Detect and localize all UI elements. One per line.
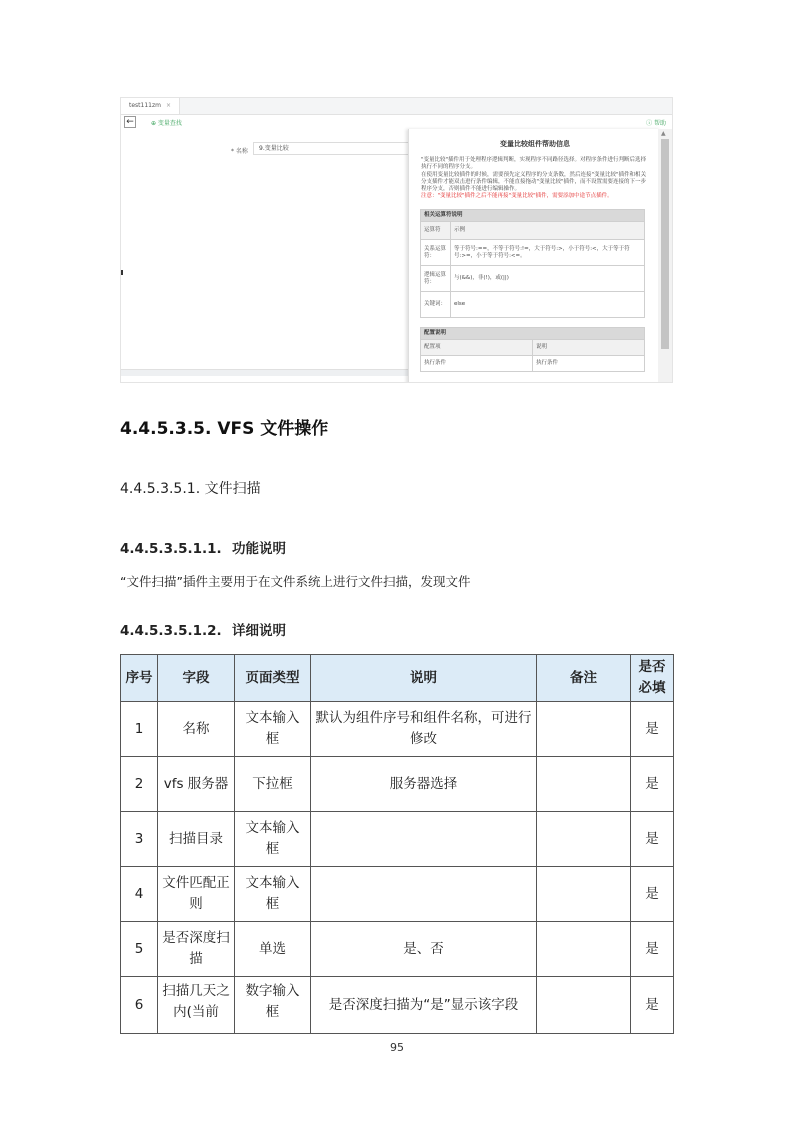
table-row xyxy=(121,922,674,977)
ops-key: 逻辑运算符： xyxy=(421,266,451,292)
page-number: 95 xyxy=(390,1041,404,1054)
help-panel xyxy=(408,129,661,383)
config-header-key: 配置项 xyxy=(421,340,533,356)
table-row xyxy=(121,977,674,1034)
cell-note xyxy=(537,867,631,922)
desc-line-1: "变量比较"插件用于处理程序逻辑判断，实现程序不同路径选择。对程序条件进行判断后选择执行不同的程序分支。 xyxy=(421,157,647,171)
desc-line-2: 在使用变量比较插件的时候，需要预先定义程序的分支条数，然后连接"变量比较"插件和相关分支插件才能双击进行条件编辑，不能直接拖动"变量比较"插件，而不设置需要连接的下一步程序分支，否则插件不能进行编辑操作。 xyxy=(421,171,647,193)
tab-bar xyxy=(121,98,672,115)
header-type: 页面类型 xyxy=(235,655,311,702)
section-heading-detail xyxy=(120,619,286,639)
scroll-up-icon[interactable]: ▲ xyxy=(661,130,666,137)
operators-table xyxy=(420,209,645,318)
config-section-title: 配置说明 xyxy=(421,328,645,340)
name-input[interactable]: 9.变量比较 xyxy=(253,142,413,155)
config-value: 执行条件 xyxy=(533,356,645,372)
cell-required: 是 xyxy=(631,867,674,922)
header-field: 字段 xyxy=(158,655,235,702)
cell-no: 1 xyxy=(121,702,158,757)
ops-value: 与(&&)，非(!)，或(||) xyxy=(451,266,645,292)
name-label: * 名称 xyxy=(231,148,248,155)
cell-type: 文本输入框 xyxy=(235,812,311,867)
embedded-screenshot xyxy=(120,97,673,383)
section-heading-function xyxy=(120,537,286,557)
function-paragraph: “文件扫描”插件主要用于在文件系统上进行文件扫描，发现文件 xyxy=(120,574,471,589)
cell-no: 3 xyxy=(121,812,158,867)
section-heading-file-scan: 4.4.5.3.5.1. 文件扫描 xyxy=(120,481,261,497)
ops-value: 示例 xyxy=(451,222,645,240)
header-no: 序号 xyxy=(121,655,158,702)
field-table xyxy=(120,654,674,1034)
cell-required: 是 xyxy=(631,812,674,867)
config-table xyxy=(420,327,645,372)
cell-desc: 是否深度扫描为“是”显示该字段 xyxy=(311,977,537,1034)
cell-field: 是否深度扫描 xyxy=(158,922,235,977)
ops-key: 关系运算符： xyxy=(421,240,451,266)
ops-key: 运算符 xyxy=(421,222,451,240)
cell-type: 文本输入框 xyxy=(235,702,311,757)
cell-no: 2 xyxy=(121,757,158,812)
tab-label: test111zm xyxy=(129,102,161,109)
header-note: 备注 xyxy=(537,655,631,702)
cell-type: 数字输入框 xyxy=(235,977,311,1034)
scrollbar-thumb[interactable] xyxy=(661,139,669,349)
header-required: 是否必填 xyxy=(631,655,674,702)
cell-desc: 服务器选择 xyxy=(311,757,537,812)
cell-desc: 默认为组件序号和组件名称，可进行修改 xyxy=(311,702,537,757)
back-arrow-icon[interactable]: ← xyxy=(124,116,136,128)
cell-no: 6 xyxy=(121,977,158,1034)
cell-required: 是 xyxy=(631,702,674,757)
form-area xyxy=(121,130,409,376)
ops-value: 等于符号:==，不等于符号:!=，大于符号:>，小于符号:<，大于等于符号:>=，小于等于符号:<=。 xyxy=(451,240,645,266)
cell-note xyxy=(537,812,631,867)
resize-handle[interactable] xyxy=(121,270,123,275)
cell-type: 单选 xyxy=(235,922,311,977)
cell-field: 扫描目录 xyxy=(158,812,235,867)
header-desc: 说明 xyxy=(311,655,537,702)
desc-warning: 注意："变量比较"插件之后不能再接"变量比较"插件，需要添加中途节点插件。 xyxy=(421,193,613,200)
ops-key: 关键词： xyxy=(421,292,451,318)
table-header-row xyxy=(121,655,674,702)
table-row xyxy=(121,702,674,757)
config-header-value: 说明 xyxy=(533,340,645,356)
table-row xyxy=(121,867,674,922)
help-link[interactable]: ⓘ 帮助 xyxy=(646,120,666,127)
help-panel-title: 变量比较组件帮助信息 xyxy=(500,140,570,148)
cell-field: 名称 xyxy=(158,702,235,757)
cell-field: vfs 服务器 xyxy=(158,757,235,812)
cell-desc: 是、否 xyxy=(311,922,537,977)
cell-type: 文本输入框 xyxy=(235,867,311,922)
table-row xyxy=(121,757,674,812)
cell-field: 扫描几天之内(当前 xyxy=(158,977,235,1034)
variable-lookup-button[interactable]: ⊕ 变量查找 xyxy=(151,120,182,127)
heading-number: 4.4.5.3.5.1.2. xyxy=(120,623,222,639)
help-panel-description xyxy=(421,157,647,201)
cell-required: 是 xyxy=(631,922,674,977)
cell-no: 5 xyxy=(121,922,158,977)
heading-title: 功能说明 xyxy=(232,541,286,557)
cell-field: 文件匹配正则 xyxy=(158,867,235,922)
operators-section-title: 相关运算符说明 xyxy=(421,210,645,222)
ops-value: else xyxy=(451,292,645,318)
cell-note xyxy=(537,977,631,1034)
cell-note xyxy=(537,922,631,977)
config-key: 执行条件 xyxy=(421,356,533,372)
tab-close-icon[interactable]: × xyxy=(165,102,171,109)
cell-required: 是 xyxy=(631,757,674,812)
vertical-scrollbar[interactable] xyxy=(658,129,672,383)
heading-number: 4.4.5.3.5.1.1. xyxy=(120,541,222,557)
section-heading-vfs: 4.4.5.3.5. VFS 文件操作 xyxy=(120,419,329,439)
cell-desc xyxy=(311,867,537,922)
cell-note xyxy=(537,757,631,812)
horizontal-scrollbar[interactable] xyxy=(121,369,409,376)
cell-no: 4 xyxy=(121,867,158,922)
cell-type: 下拉框 xyxy=(235,757,311,812)
table-row xyxy=(121,812,674,867)
cell-note xyxy=(537,702,631,757)
heading-title: 详细说明 xyxy=(232,623,286,639)
tab-test111zm[interactable] xyxy=(121,98,180,114)
cell-required: 是 xyxy=(631,977,674,1034)
cell-desc xyxy=(311,812,537,867)
